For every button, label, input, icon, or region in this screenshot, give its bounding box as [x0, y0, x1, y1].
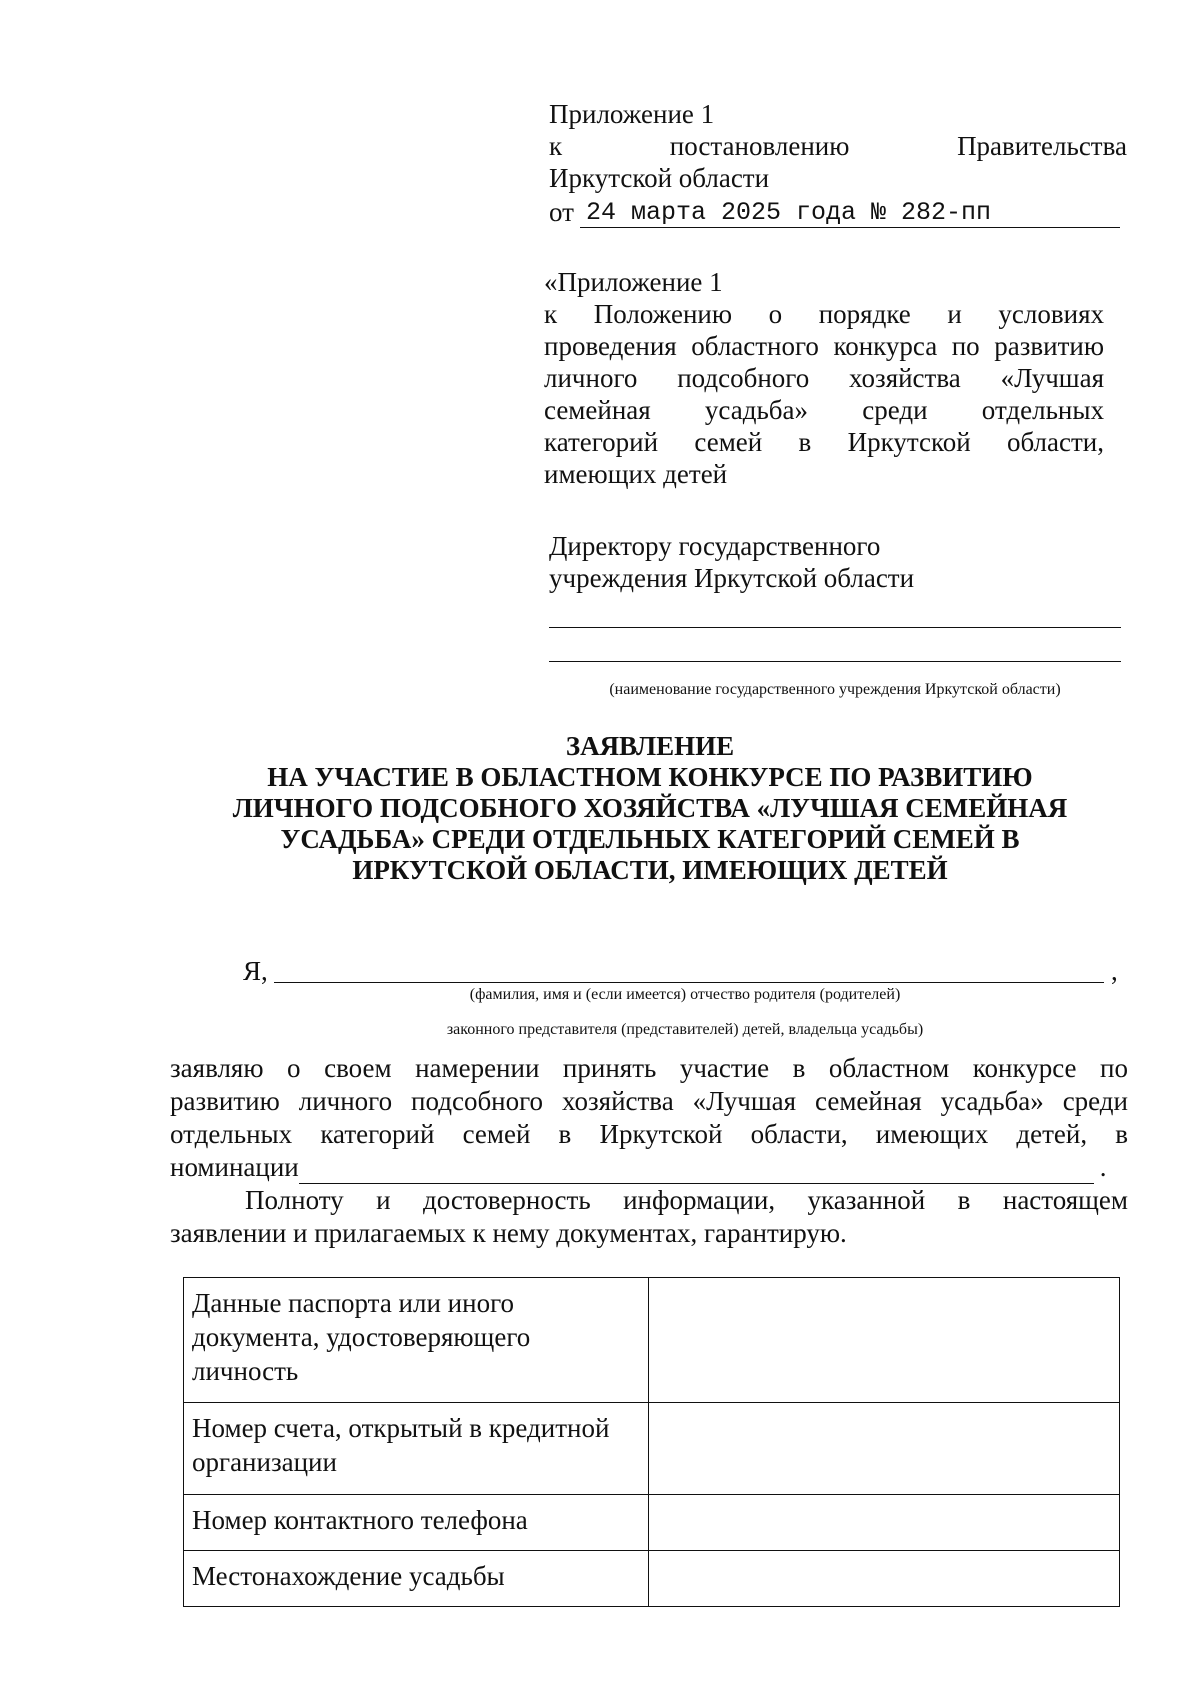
table-cell-label: Номер контактного телефона: [184, 1495, 649, 1551]
table-cell-label: Данные паспорта или иного документа, удостоверяющего личность: [184, 1278, 649, 1403]
body-line: отдельных категорий семей в Иркутской области, имеющих детей, в: [170, 1119, 1128, 1149]
nomination-line: [170, 1151, 1128, 1184]
body-text: [170, 1052, 1128, 1250]
appendix-line: к Положению о порядке и условиях: [544, 299, 1104, 329]
nomination-field[interactable]: [299, 1157, 1094, 1184]
appendix-line: личного подсобного хозяйства «Лучшая: [544, 363, 1104, 393]
header-line-1: Приложение 1: [549, 99, 715, 129]
table-row: [184, 1278, 1120, 1403]
table-row: [184, 1403, 1120, 1495]
header-date-line: [549, 196, 1127, 228]
addressee-line-2: учреждения Иркутской области: [549, 563, 915, 593]
header-resolution-word: постановлению: [669, 131, 850, 161]
table-cell-label: Номер счета, открытый в кредитной организации: [184, 1403, 649, 1495]
header-line-2: [549, 130, 1127, 162]
applicant-caption-2: законного представителя (представителей) детей, владельца усадьбы): [446, 1021, 924, 1038]
title-line: ЛИЧНОГО ПОДСОБНОГО ХОЗЯЙСТВА «ЛУЧШАЯ СЕМЕЙНАЯ: [232, 793, 1068, 823]
title-line: ЗАЯВЛЕНИЕ: [565, 731, 735, 761]
addressee-blank-line-1[interactable]: [549, 627, 1121, 628]
header-line-3: Иркутской области: [549, 163, 770, 193]
title-line: НА УЧАСТИЕ В ОБЛАСТНОМ КОНКУРСЕ ПО РАЗВИТИЮ: [267, 762, 1033, 792]
guarantee-line-2: заявлении и прилагаемых к нему документах, гарантирую.: [170, 1218, 847, 1248]
document-title: [100, 731, 1200, 886]
header-date-field: [580, 196, 1120, 228]
appendix-line: проведения областного конкурса по развитию: [544, 331, 1104, 361]
body-line: развитию личного подсобного хозяйства «Лучшая семейная усадьба» среди: [170, 1086, 1128, 1116]
guarantee-line-1: Полноту и достоверность информации, указанной в настоящем: [245, 1185, 1128, 1215]
appendix-line-last: имеющих детей: [544, 459, 728, 489]
body-line: заявляю о своем намерении принять участие в областном конкурсе по: [170, 1053, 1128, 1083]
applicant-prefix: Я,: [243, 956, 268, 986]
applicant-info-table: [183, 1277, 1120, 1607]
header-date-value: 24 марта 2025 года № 282-пп: [585, 198, 992, 227]
appendix-block: [544, 266, 1104, 490]
applicant-suffix: ,: [1111, 956, 1118, 986]
table-cell-value[interactable]: [649, 1278, 1120, 1403]
title-line: ИРКУТСКОЙ ОБЛАСТИ, ИМЕЮЩИХ ДЕТЕЙ: [352, 855, 948, 885]
table-row: [184, 1551, 1120, 1607]
appendix-line: семейная усадьба» среди отдельных: [544, 395, 1104, 425]
nomination-end: .: [1099, 1152, 1107, 1182]
table-row: [184, 1495, 1120, 1551]
header-block: [549, 98, 1127, 228]
addressee-line-1: Директору государственного: [549, 531, 881, 561]
table-cell-value[interactable]: [649, 1495, 1120, 1551]
table-cell-value[interactable]: [649, 1551, 1120, 1607]
addressee-caption: (наименование государственного учреждения Иркутской области): [609, 681, 1061, 698]
addressee-block: [549, 530, 1129, 594]
table-cell-value[interactable]: [649, 1403, 1120, 1495]
addressee-blank-line-2[interactable]: [549, 661, 1121, 662]
appendix-line: «Приложение 1: [544, 267, 723, 297]
applicant-caption-1: (фамилия, имя и (если имеется) отчество родителя (родителей): [469, 986, 901, 1003]
header-k: к: [549, 131, 563, 161]
table-cell-label: Местонахождение усадьбы: [184, 1551, 649, 1607]
header-date-prefix: от: [549, 197, 574, 227]
header-government-word: Правительства: [957, 131, 1127, 161]
nomination-label: номинации: [170, 1152, 299, 1182]
appendix-line: категорий семей в Иркутской области,: [544, 427, 1104, 457]
title-line: УСАДЬБА» СРЕДИ ОТДЕЛЬНЫХ КАТЕГОРИЙ СЕМЕЙ В: [280, 824, 1020, 854]
applicant-name-field[interactable]: [274, 982, 1104, 983]
